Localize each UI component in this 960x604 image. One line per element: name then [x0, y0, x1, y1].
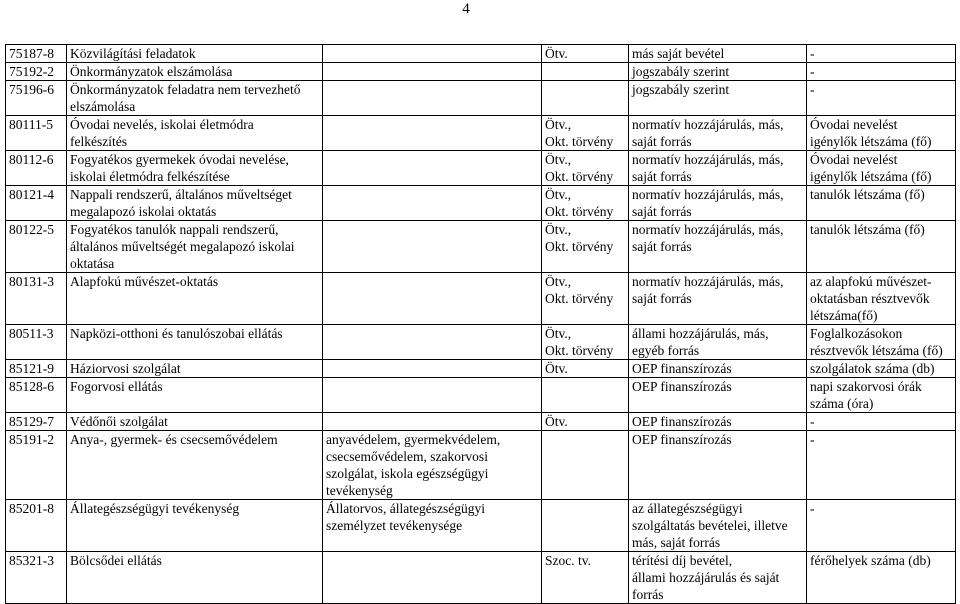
row-description [323, 552, 542, 604]
row-funding-source: az állategészségügyi szolgáltatás bevételei, illetve más, saját forrás [629, 500, 807, 552]
table-row [6, 325, 956, 360]
row-funding-source: más saját bevétel [629, 45, 807, 63]
row-activity-name: Óvodai nevelés, iskolai életmódra felkészítés [67, 116, 323, 151]
row-legal-basis: Ötv., Okt. törvény [542, 116, 629, 151]
row-code: 80131-3 [6, 273, 67, 325]
row-description [323, 360, 542, 378]
row-funding-source: normatív hozzájárulás, más, saját forrás [629, 221, 807, 273]
row-indicator: szolgálatok száma (db) [807, 360, 956, 378]
row-code: 80111-5 [6, 116, 67, 151]
row-description [323, 413, 542, 431]
row-indicator: napi szakorvosi órák száma (óra) [807, 378, 956, 413]
row-funding-source: normatív hozzájárulás, más, saját forrás [629, 151, 807, 186]
row-indicator: - [807, 431, 956, 500]
row-description: Állatorvos, állategészségügyi személyzet tevékenysége [323, 500, 542, 552]
row-funding-source: jogszabály szerint [629, 63, 807, 81]
table-row [6, 63, 956, 81]
row-activity-name: Napközi-otthoni és tanulószobai ellátás [67, 325, 323, 360]
table-row [6, 552, 956, 604]
table-row [6, 186, 956, 221]
row-activity-name: Bölcsődei ellátás [67, 552, 323, 604]
table-row [6, 151, 956, 186]
row-description [323, 325, 542, 360]
row-indicator: - [807, 63, 956, 81]
row-indicator: tanulók létszáma (fő) [807, 221, 956, 273]
table-body [6, 45, 956, 604]
row-indicator: - [807, 81, 956, 116]
row-code: 85129-7 [6, 413, 67, 431]
row-activity-name: Önkormányzatok feladatra nem tervezhető elszámolása [67, 81, 323, 116]
row-description [323, 116, 542, 151]
row-description [323, 45, 542, 63]
row-funding-source: jogszabály szerint [629, 81, 807, 116]
row-code: 85128-6 [6, 378, 67, 413]
row-indicator: Óvodai nevelést igénylők létszáma (fő) [807, 116, 956, 151]
row-activity-name: Közvilágítási feladatok [67, 45, 323, 63]
row-funding-source: normatív hozzájárulás, más, saját forrás [629, 116, 807, 151]
row-description [323, 273, 542, 325]
row-code: 75196-6 [6, 81, 67, 116]
row-legal-basis [542, 63, 629, 81]
table-row [6, 378, 956, 413]
table-row [6, 273, 956, 325]
row-legal-basis: Ötv. [542, 360, 629, 378]
row-legal-basis [542, 500, 629, 552]
row-code: 80112-6 [6, 151, 67, 186]
row-code: 85321-3 [6, 552, 67, 604]
row-description [323, 151, 542, 186]
page-number: 4 [462, 1, 470, 17]
row-indicator: tanulók létszáma (fő) [807, 186, 956, 221]
row-activity-name: Fogorvosi ellátás [67, 378, 323, 413]
row-legal-basis [542, 81, 629, 116]
row-activity-name: Anya-, gyermek- és csecsemővédelem [67, 431, 323, 500]
row-description [323, 186, 542, 221]
row-legal-basis: Ötv., Okt. törvény [542, 325, 629, 360]
row-funding-source: állami hozzájárulás, más, egyéb forrás [629, 325, 807, 360]
row-activity-name: Fogyatékos gyermekek óvodai nevelése, iskolai életmódra felkészítése [67, 151, 323, 186]
row-indicator: férőhelyek száma (db) [807, 552, 956, 604]
table-row [6, 81, 956, 116]
table-row [6, 431, 956, 500]
row-funding-source: OEP finanszírozás [629, 378, 807, 413]
row-indicator: - [807, 413, 956, 431]
row-code: 85191-2 [6, 431, 67, 500]
row-indicator: - [807, 500, 956, 552]
row-funding-source: normatív hozzájárulás, más, saját forrás [629, 273, 807, 325]
row-legal-basis: Ötv., Okt. törvény [542, 186, 629, 221]
row-indicator: - [807, 45, 956, 63]
row-activity-name: Nappali rendszerű, általános műveltséget megalapozó iskolai oktatás [67, 186, 323, 221]
row-legal-basis: Ötv. [542, 45, 629, 63]
row-activity-name: Háziorvosi szolgálat [67, 360, 323, 378]
row-description: anyavédelem, gyermekvédelem, csecsemővédelem, szakorvosi szolgálat, iskola egészségügyi tevékenység [323, 431, 542, 500]
row-code: 85121-9 [6, 360, 67, 378]
table-row [6, 360, 956, 378]
row-legal-basis: Ötv., Okt. törvény [542, 221, 629, 273]
row-funding-source: térítési díj bevétel, állami hozzájárulás és saját forrás [629, 552, 807, 604]
row-activity-name: Állategészségügyi tevékenység [67, 500, 323, 552]
row-code: 80122-5 [6, 221, 67, 273]
row-code: 75192-2 [6, 63, 67, 81]
table-row [6, 116, 956, 151]
row-funding-source: OEP finanszírozás [629, 413, 807, 431]
row-funding-source: normatív hozzájárulás, más, saját forrás [629, 186, 807, 221]
row-indicator: Foglalkozásokon résztvevők létszáma (fő) [807, 325, 956, 360]
row-funding-source: OEP finanszírozás [629, 431, 807, 500]
row-code: 80511-3 [6, 325, 67, 360]
row-description [323, 63, 542, 81]
row-legal-basis: Ötv., Okt. törvény [542, 151, 629, 186]
row-description [323, 378, 542, 413]
row-legal-basis: Ötv. [542, 413, 629, 431]
row-legal-basis: Ötv., Okt. törvény [542, 273, 629, 325]
table-row [6, 413, 956, 431]
row-activity-name: Alapfokú művészet-oktatás [67, 273, 323, 325]
row-activity-name: Védőnői szolgálat [67, 413, 323, 431]
row-legal-basis [542, 431, 629, 500]
table-row [6, 45, 956, 63]
row-description [323, 81, 542, 116]
row-code: 85201-8 [6, 500, 67, 552]
row-indicator: Óvodai nevelést igénylők létszáma (fő) [807, 151, 956, 186]
table-row [6, 500, 956, 552]
row-description [323, 221, 542, 273]
row-funding-source: OEP finanszírozás [629, 360, 807, 378]
row-indicator: az alapfokú művészet- oktatásban résztvevők létszáma(fő) [807, 273, 956, 325]
row-code: 80121-4 [6, 186, 67, 221]
activity-table [5, 44, 956, 604]
row-legal-basis: Szoc. tv. [542, 552, 629, 604]
row-legal-basis [542, 378, 629, 413]
row-activity-name: Fogyatékos tanulók nappali rendszerű, általános műveltségét megalapozó iskolai oktatása [67, 221, 323, 273]
table-row [6, 221, 956, 273]
row-activity-name: Önkormányzatok elszámolása [67, 63, 323, 81]
row-code: 75187-8 [6, 45, 67, 63]
